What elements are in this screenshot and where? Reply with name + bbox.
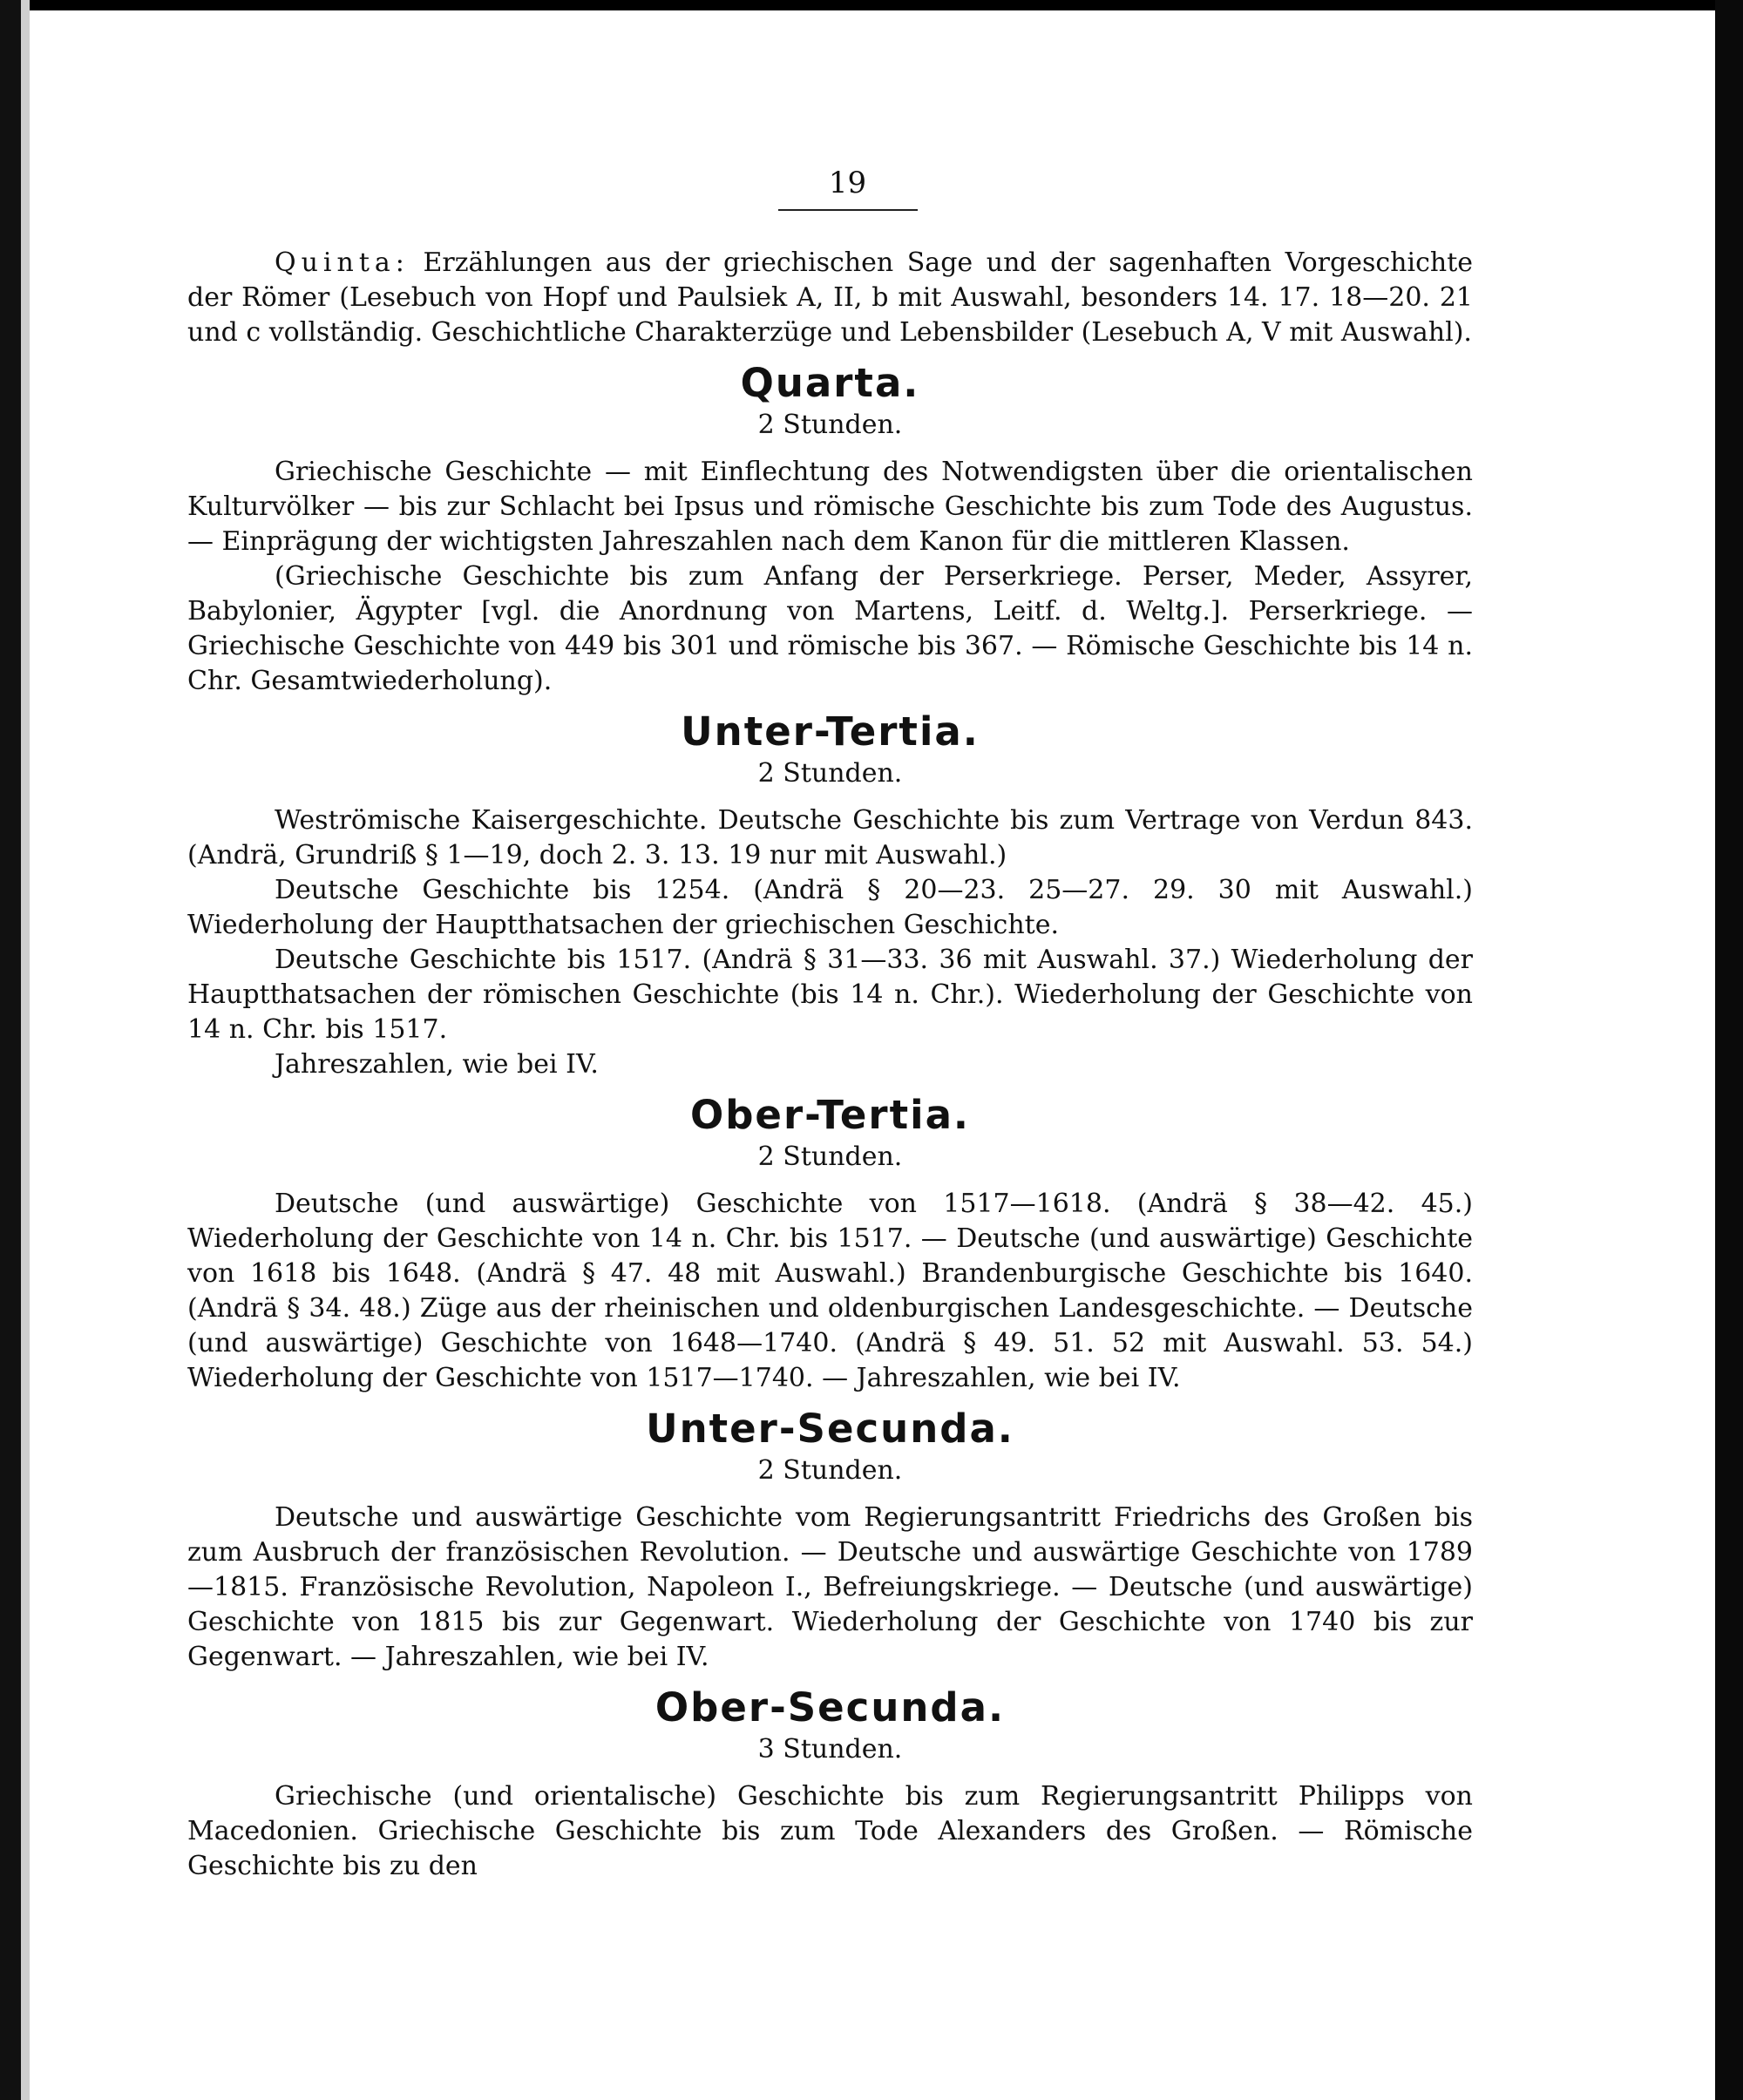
- paragraph: Deutsche und auswärtige Geschichte vom Regierungsantritt Friedrichs des Großen bis zum Ausbruch der französischen Revolution. — Deutsche und auswärtige Geschichte von 1789—1815. Französische Revolution, Napoleon I., Befreiungskriege. — Deutsche (und auswärtige) Geschichte von 1815 bis zur Gegenwart. Wiederholung der Geschichte von 1740 bis zur Gegenwart. — Jahreszahlen, wie bei IV.: [187, 1502, 1473, 1672]
- scan-right-edge: [1715, 0, 1743, 2100]
- page-number: 19: [828, 166, 867, 200]
- section-hours: 2 Stunden.: [757, 410, 903, 440]
- scan-top-edge: [0, 0, 1743, 10]
- section-quarta: [187, 359, 1473, 699]
- intro-lead: Quinta:: [275, 247, 410, 278]
- paragraph: Jahreszahlen, wie bei IV.: [275, 1049, 599, 1080]
- section-hours: 2 Stunden.: [757, 1455, 903, 1486]
- section-ober-secunda: [187, 1683, 1473, 1884]
- intro-paragraph: [187, 246, 1473, 350]
- paragraph: Deutsche (und auswärtige) Geschichte von 1517—1618. (Andrä § 38—42. 45.) Wiederholung der Geschichte von 14 n. Chr. bis 1517. — Deutsche (und auswärtige) Geschichte von 1618 bis 1648. (Andrä § 47. 48 mit Auswahl.) Brandenburgische Geschichte bis 1640. (Andrä § 34. 48.) Züge aus der rheinischen und oldenburgischen Landesgeschichte. — Deutsche (und auswärtige) Geschichte von 1648—1740. (Andrä § 49. 51. 52 mit Auswahl. 53. 54.) Wiederholung der Geschichte von 1517—1740. — Jahreszahlen, wie bei IV.: [187, 1189, 1473, 1393]
- paragraph: Deutsche Geschichte bis 1517. (Andrä § 31—33. 36 mit Auswahl. 37.) Wiederholung der Hauptthatsachen der römischen Geschichte (bis 14 n. Chr.). Wiederholung der Geschichte von 14 n. Chr. bis 1517.: [187, 945, 1473, 1045]
- section-title: Unter-Secunda.: [646, 1406, 1014, 1452]
- section-unter-tertia: [187, 708, 1473, 1082]
- section-hours: 2 Stunden.: [757, 1141, 903, 1172]
- section-hours: 3 Stunden.: [757, 1734, 903, 1765]
- paragraph: (Griechische Geschichte bis zum Anfang der Perserkriege. Perser, Meder, Assyrer, Babylonier, Ägypter [vgl. die Anordnung von Martens, Leitf. d. Weltg.]. Perserkriege. — Griechische Geschichte von 449 bis 301 und römische bis 367. — Römische Geschichte bis 14 n. Chr. Gesamtwiederholung).: [187, 561, 1473, 696]
- section-title: Unter-Tertia.: [681, 708, 980, 755]
- header-rule: [778, 209, 918, 211]
- paragraph: Griechische Geschichte — mit Einflechtung des Notwendigsten über die orientalischen Kulturvölker — bis zur Schlacht bei Ipsus und römische Geschichte bis zum Tode des Augustus. — Einprägung der wichtigsten Jahreszahlen nach dem Kanon für die mittleren Klassen.: [187, 457, 1473, 557]
- section-unter-secunda: [187, 1405, 1473, 1675]
- paragraph: Griechische (und orientalische) Geschichte bis zum Regierungsantritt Philipps von Macedonien. Griechische Geschichte bis zum Tode Alexanders des Großen. — Römische Geschichte bis zu den: [187, 1781, 1473, 1881]
- paragraph: Weströmische Kaisergeschichte. Deutsche Geschichte bis zum Vertrage von Verdun 843. (Andrä, Grundriß § 1—19, doch 2. 3. 13. 19 nur mit Auswahl.): [187, 805, 1473, 870]
- section-title: Quarta.: [740, 360, 920, 406]
- section-ober-tertia: [187, 1091, 1473, 1396]
- scan-left-gap: [21, 0, 30, 2100]
- paragraph: Deutsche Geschichte bis 1254. (Andrä § 20—23. 25—27. 29. 30 mit Auswahl.) Wiederholung der Hauptthatsachen der griechischen Geschichte.: [187, 875, 1473, 940]
- document-page: [187, 166, 1473, 1884]
- intro-text: Erzählungen aus der griechischen Sage und der sagenhaften Vorgeschichte der Römer (Lesebuch von Hopf und Paulsiek A, II, b mit Auswahl, besonders 14. 17. 18—20. 21 und c vollständig. Geschichtliche Charakterzüge und Lebensbilder (Lesebuch A, V mit Auswahl).: [187, 247, 1473, 348]
- scan-left-edge: [0, 0, 21, 2100]
- section-title: Ober-Secunda.: [654, 1684, 1006, 1731]
- section-hours: 2 Stunden.: [757, 758, 903, 789]
- section-title: Ober-Tertia.: [689, 1092, 971, 1138]
